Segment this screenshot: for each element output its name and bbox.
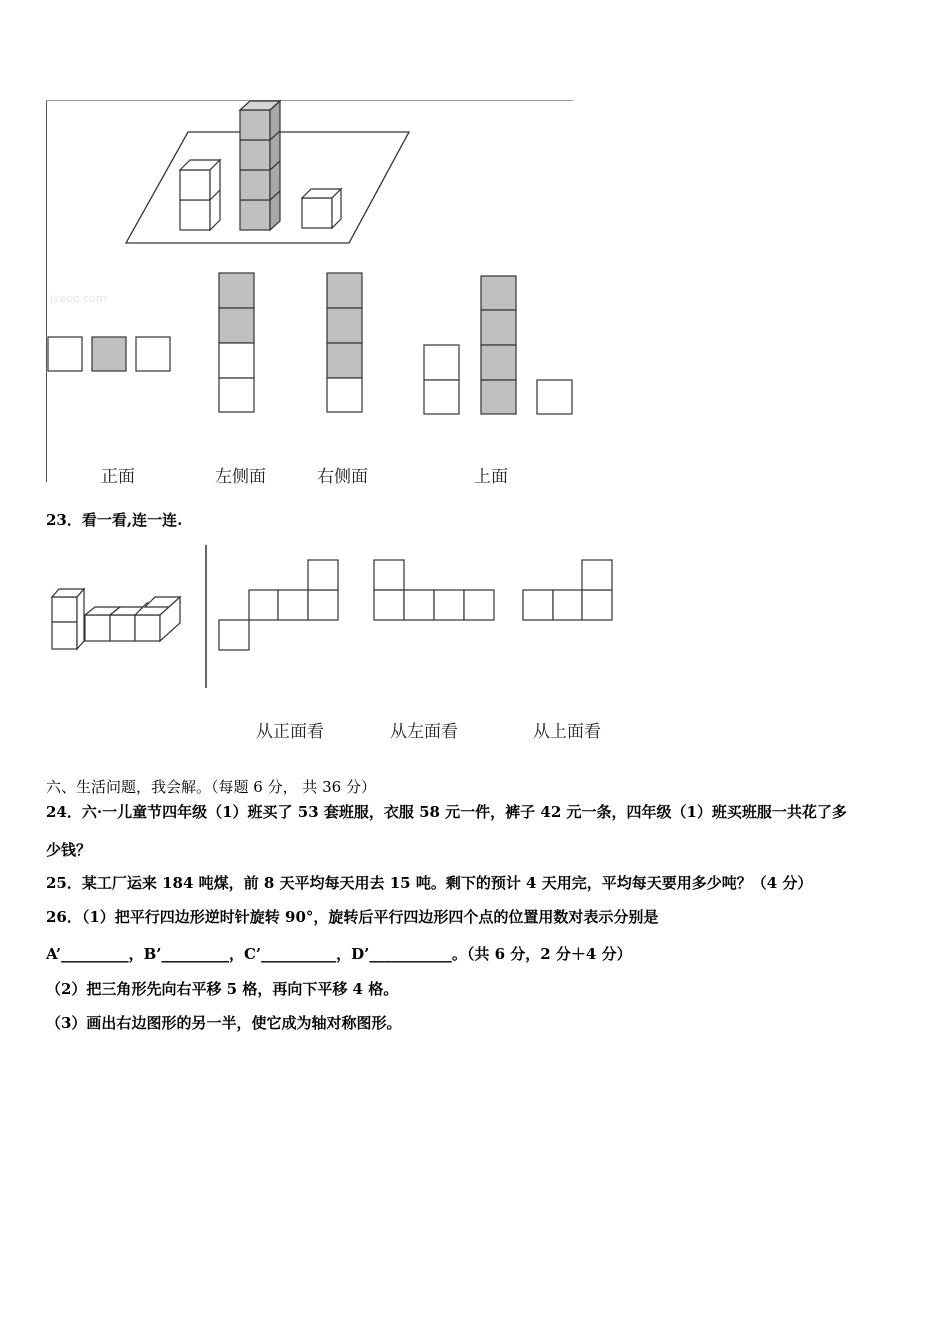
q26-part3: （3）画出右边图形的另一半，使它成为轴对称图形。 — [46, 1014, 402, 1032]
q25-text: 25．某工厂运来 184 吨煤，前 8 天平均每天用去 15 吨。剩下的预计 4 天用完，平均每天要用多少吨？（4 分） — [46, 874, 813, 892]
label-from-top: 从上面看 — [533, 722, 601, 742]
label-from-front: 从正面看 — [256, 722, 324, 742]
q24-line1: 24．六·一儿童节四年级（1）班买了 53 套班服，衣服 58 元一件，裤子 42 元一条，四年级（1）班买班服一共花了多 — [46, 803, 847, 821]
q24-line2: 少钱？ — [46, 841, 92, 859]
label-front: 正面 — [101, 467, 135, 487]
q23-view-b — [374, 560, 494, 620]
q26-answers: A’_________，B’_________，C’__________，D’___________。（共 6 分，2 分＋4 分） — [46, 945, 632, 963]
label-from-left: 从左面看 — [390, 722, 458, 742]
label-right-side: 右侧面 — [317, 467, 368, 487]
q26-part2: （2）把三角形先向右平移 5 格，再向下平移 4 格。 — [46, 980, 399, 998]
q26-part1: 26．（1）把平行四边形逆时针旋转 90°，旋转后平行四边形四个点的位置用数对表示分别是 — [46, 908, 659, 926]
q23-view-a — [219, 560, 338, 650]
q23-view-c — [523, 560, 612, 620]
label-top: 上面 — [474, 467, 508, 487]
section6-title: 六、生活问题，我会解。（每题 6 分， 共 36 分） — [46, 778, 376, 796]
label-left-side: 左侧面 — [215, 467, 266, 487]
q23-title: 23．看一看,连一连. — [46, 511, 183, 529]
watermark: jyeoo.com — [50, 292, 107, 305]
